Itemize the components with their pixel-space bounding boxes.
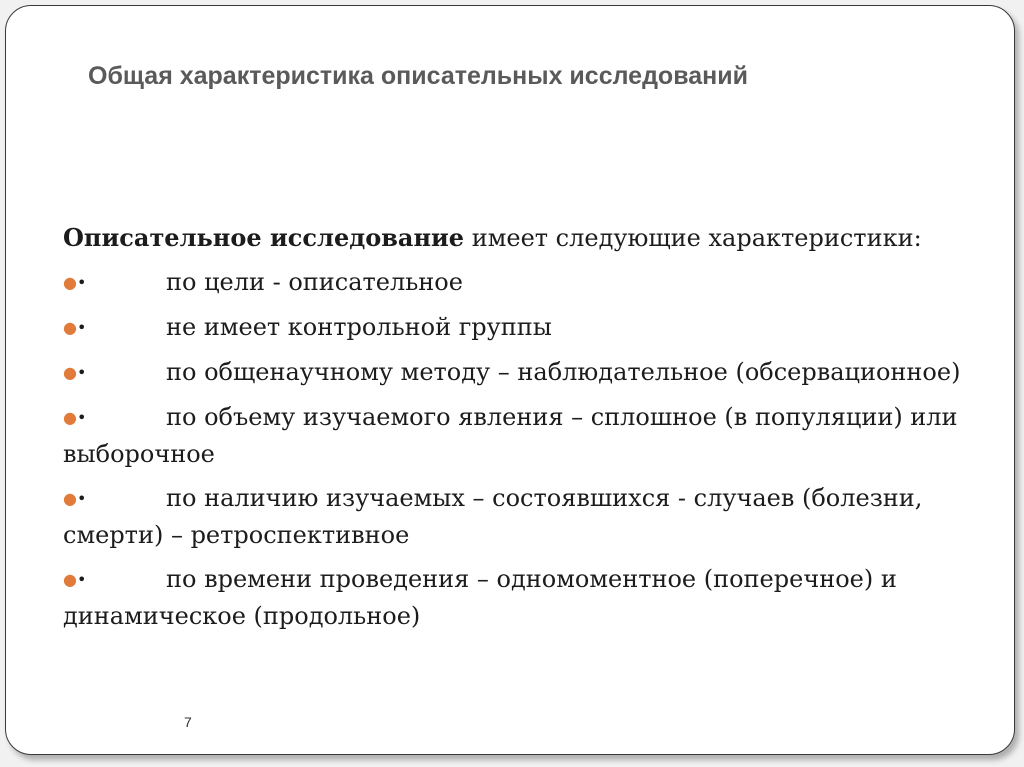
- list-item: [63, 480, 993, 553]
- list-item-text: по объему изучаемого явления – сплошное (в популяции) или выборочное: [63, 403, 958, 468]
- bullet-icon: ●•: [63, 318, 87, 337]
- bullet-icon: ●•: [63, 570, 87, 589]
- list-item: [63, 399, 993, 472]
- page-number: 7: [184, 714, 192, 730]
- bullet-icon: ●•: [63, 489, 87, 508]
- list-item: [63, 309, 993, 346]
- bullet-icon: ●•: [63, 363, 87, 382]
- slide-frame: [5, 5, 1015, 755]
- bullet-icon: ●•: [63, 408, 87, 427]
- slide-body: [63, 220, 993, 642]
- list-item-text: по цели - описательное: [166, 268, 463, 296]
- slide-title: Общая характеристика описательных исследований: [88, 62, 748, 90]
- list-item: [63, 264, 993, 301]
- list-item-text: по наличию изучаемых – состоявшихся - случаев (болезни, смерти) – ретроспективное: [63, 484, 923, 549]
- list-item-text: по времени проведения – одномоментное (поперечное) и динамическое (продольное): [63, 565, 897, 630]
- list-item: [63, 561, 993, 634]
- intro-rest: имеет следующие характеристики:: [464, 224, 922, 252]
- intro-paragraph: [63, 220, 993, 256]
- list-item: [63, 354, 993, 391]
- bullet-icon: ●•: [63, 273, 87, 292]
- list-item-text: по общенаучному методу – наблюдательное (обсервационное): [166, 358, 961, 386]
- list-item-text: не имеет контрольной группы: [166, 313, 552, 341]
- intro-lead-term: Описательное исследование: [63, 223, 465, 252]
- characteristics-list: [63, 264, 993, 634]
